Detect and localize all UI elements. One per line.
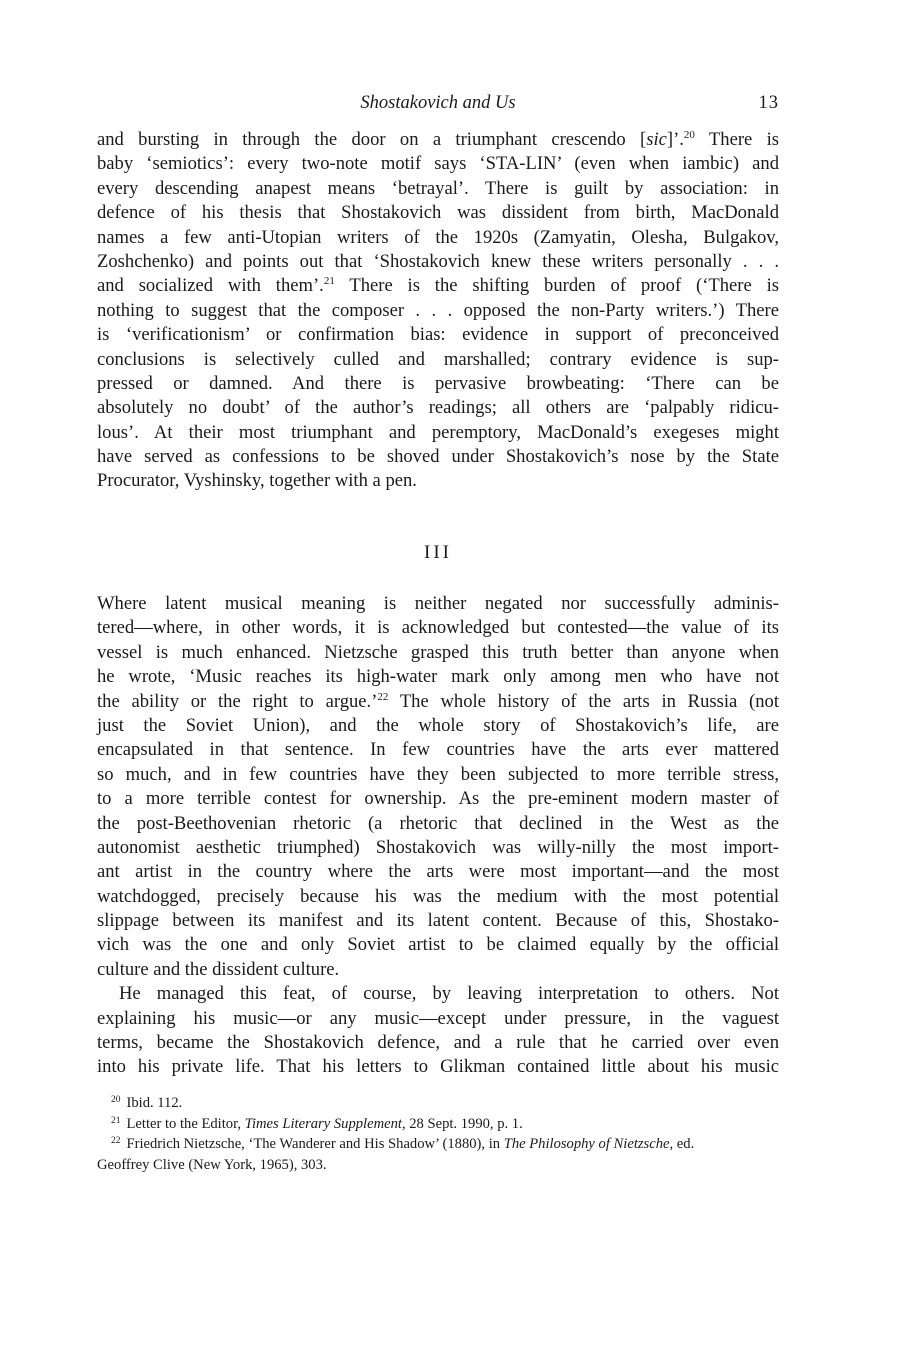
text-run: There is: [694, 129, 780, 150]
footnote-journal-title: Times Literary Supplement: [244, 1115, 402, 1132]
text-line: every descending anapest means ‘betrayal’. There is guilt by association: in: [97, 177, 779, 199]
text-line: pressed or damned. And there is pervasive browbeating: ‘There can be: [97, 372, 779, 394]
footnote-21: [97, 1114, 779, 1135]
footnote-22-continuation: Geoffrey Clive (New York, 1965), 303.: [97, 1156, 327, 1173]
text-line: baby ‘semiotics’: every two-note motif says ‘STA-LIN’ (even when iambic) and: [97, 153, 779, 175]
section-heading-iii: III: [424, 542, 452, 563]
page-number: 13: [758, 93, 779, 113]
text-run: and socialized with them’.: [97, 275, 324, 297]
paragraph: [97, 982, 779, 1080]
section-iii-body: [97, 592, 779, 1080]
text-line: is ‘verificationism’ or confirmation bias: evidence in support of preconceived: [97, 324, 779, 346]
text-line: into his private life. That his letters to Glikman contained little about his music: [97, 1056, 779, 1078]
text-run: and bursting in through the door on a triumphant crescendo [: [97, 129, 647, 150]
footnote-22: [97, 1134, 779, 1155]
text-line: culture and the dissident culture.: [97, 958, 340, 980]
footnote-text: Letter to the Editor,: [126, 1115, 245, 1132]
text-line: just the Soviet Union), and the whole story of Shostakovich’s life, are: [97, 714, 779, 736]
text-line: vessel is much enhanced. Nietzsche grasped this truth better than anyone when: [97, 641, 779, 663]
text-line: the post-Beethovenian rhetoric (a rhetoric that declined in the West as the: [97, 812, 779, 834]
footnote-number: 22: [111, 1136, 121, 1147]
text-run: The whole history of the arts in Russia (not: [388, 690, 779, 712]
text-run: There is the shifting burden of proof (‘There is: [334, 275, 779, 297]
text-line: absolutely no doubt’ of the author’s readings; all others are ‘palpably ridicu-: [97, 397, 779, 419]
text-line: explaining his music—or any music—except under pressure, in the vaguest: [97, 1007, 779, 1029]
footnote-ref-21[interactable]: 21: [323, 275, 335, 288]
footnote-text: Friedrich Nietzsche, ‘The Wanderer and His Shadow’ (1880), in: [126, 1136, 504, 1153]
footnote-number: 20: [111, 1095, 121, 1105]
text-line: [97, 274, 779, 298]
text-line: have served as confessions to be shoved under Shostakovich’s nose by the State: [97, 446, 779, 468]
text-line: tered—where, in other words, it is acknowledged but contested—the value of its: [97, 617, 779, 639]
section-ii-continuation: [97, 128, 779, 494]
footnote-text: , 28 Sept. 1990, p. 1.: [401, 1115, 523, 1132]
text-run: the ability or the right to argue.’: [97, 690, 378, 712]
text-line: watchdogged, precisely because his was the medium with the most potential: [97, 885, 779, 907]
text-line: Procurator, Vyshinsky, together with a pen.: [97, 470, 417, 492]
text-line: names a few anti-Utopian writers of the 1920s (Zamyatin, Olesha, Bulgakov,: [97, 226, 779, 248]
text-run: ]’.: [666, 129, 684, 150]
text-line: slippage between its manifest and its latent content. Because of this, Shostako-: [97, 910, 779, 932]
footnotes: [97, 1093, 779, 1175]
footnote-ref-22[interactable]: 22: [377, 690, 389, 703]
text-line: ant artist in the country where the arts were most important—and the most: [97, 861, 779, 883]
footnote-text: , ed.: [669, 1136, 695, 1153]
running-title: Shostakovich and Us: [360, 93, 516, 113]
text-line: he wrote, ‘Music reaches its high-water mark only among men who have not: [97, 666, 779, 688]
paragraph: [97, 592, 779, 982]
footnote-text: Ibid. 112.: [126, 1095, 183, 1111]
text-line: encapsulated in that sentence. In few countries have the arts ever mattered: [97, 739, 779, 761]
running-head: [97, 90, 779, 116]
text-line: [97, 128, 779, 152]
text-line: so much, and in few countries have they been subjected to more terrible stress,: [97, 763, 779, 785]
text-line: autonomist aesthetic triumphed) Shostakovich was willy-nilly the most import-: [97, 836, 779, 858]
footnote-book-title: The Philosophy of Nietzsche: [503, 1136, 670, 1153]
text-line: to a more terrible contest for ownership. As the pre-eminent modern master of: [97, 788, 779, 810]
text-line: nothing to suggest that the composer . . . opposed the non-Party writers.’) There: [97, 299, 779, 321]
text-line: defence of his thesis that Shostakovich was dissident from birth, MacDonald: [97, 202, 779, 224]
footnote-ref-20[interactable]: 20: [683, 129, 695, 141]
footnote-number: 21: [111, 1115, 121, 1126]
sic-italic: sic: [646, 129, 667, 150]
text-line: terms, became the Shostakovich defence, and a rule that he carried over even: [97, 1032, 779, 1054]
text-line: conclusions is selectively culled and marshalled; contrary evidence is sup-: [97, 348, 779, 370]
text-line: vich was the one and only Soviet artist to be claimed equally by the official: [97, 934, 779, 956]
text-line: He managed this feat, of course, by leaving interpretation to others. Not: [119, 983, 779, 1005]
text-line: [97, 690, 779, 714]
paragraph: [97, 128, 779, 494]
text-line: Zoshchenko) and points out that ‘Shostakovich knew these writers personally . . .: [97, 250, 779, 272]
footnote-20: [97, 1093, 779, 1114]
text-line: Where latent musical meaning is neither negated nor successfully adminis-: [97, 593, 779, 614]
text-line: lous’. At their most triumphant and peremptory, MacDonald’s exegeses might: [97, 421, 779, 443]
